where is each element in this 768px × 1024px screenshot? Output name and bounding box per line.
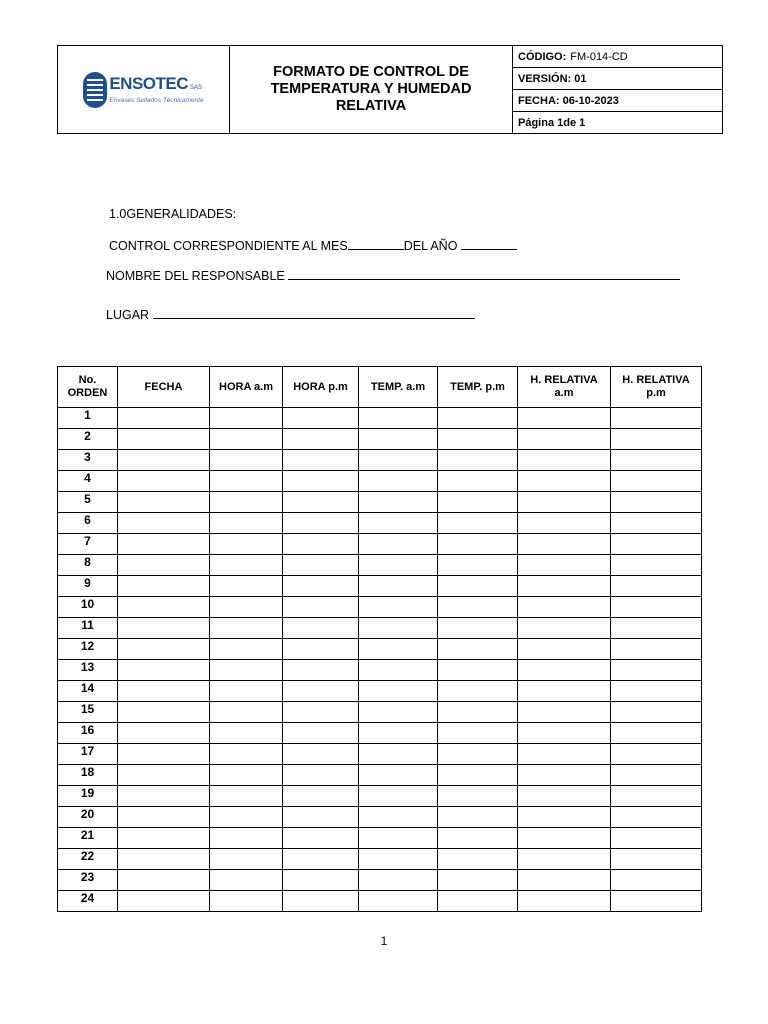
table-cell[interactable] xyxy=(518,870,611,891)
table-cell[interactable] xyxy=(118,870,210,891)
table-cell[interactable] xyxy=(359,660,438,681)
table-row xyxy=(58,618,702,639)
table-cell[interactable] xyxy=(210,471,283,492)
table-cell[interactable] xyxy=(118,450,210,471)
table-cell[interactable] xyxy=(611,891,702,912)
table-cell[interactable] xyxy=(118,639,210,660)
table-row xyxy=(58,723,702,744)
document-header xyxy=(57,45,723,134)
table-cell[interactable] xyxy=(518,786,611,807)
row-number: 3 xyxy=(58,450,118,471)
table-cell[interactable] xyxy=(438,870,518,891)
table-cell[interactable] xyxy=(359,534,438,555)
table-cell[interactable] xyxy=(438,639,518,660)
table-cell[interactable] xyxy=(518,639,611,660)
table-cell[interactable] xyxy=(611,870,702,891)
row-number: 5 xyxy=(58,492,118,513)
column-header: HORA p.m xyxy=(283,367,359,408)
row-number: 12 xyxy=(58,639,118,660)
table-cell[interactable] xyxy=(518,828,611,849)
table-cell[interactable] xyxy=(611,471,702,492)
table-cell[interactable] xyxy=(283,492,359,513)
table-cell[interactable] xyxy=(518,492,611,513)
table-cell[interactable] xyxy=(611,408,702,429)
table-row xyxy=(58,765,702,786)
table-cell[interactable] xyxy=(518,807,611,828)
column-header: H. RELATIVA a.m xyxy=(518,367,611,408)
row-number: 10 xyxy=(58,597,118,618)
table-cell[interactable] xyxy=(283,534,359,555)
table-cell[interactable] xyxy=(210,513,283,534)
table-cell[interactable] xyxy=(283,786,359,807)
table-cell[interactable] xyxy=(118,555,210,576)
column-header: TEMP. p.m xyxy=(438,367,518,408)
table-cell[interactable] xyxy=(438,744,518,765)
column-header: HORA a.m xyxy=(210,367,283,408)
table-cell[interactable] xyxy=(118,828,210,849)
table-cell[interactable] xyxy=(118,618,210,639)
table-cell[interactable] xyxy=(611,849,702,870)
table-row xyxy=(58,702,702,723)
table-cell[interactable] xyxy=(438,555,518,576)
table-cell[interactable] xyxy=(118,849,210,870)
table-row xyxy=(58,471,702,492)
table-cell[interactable] xyxy=(611,618,702,639)
row-number: 18 xyxy=(58,765,118,786)
company-logo xyxy=(83,72,203,108)
row-number: 4 xyxy=(58,471,118,492)
table-cell[interactable] xyxy=(438,408,518,429)
table-cell[interactable] xyxy=(438,576,518,597)
table-row xyxy=(58,744,702,765)
table-cell[interactable] xyxy=(518,408,611,429)
table-cell[interactable] xyxy=(118,660,210,681)
table-row xyxy=(58,681,702,702)
table-cell[interactable] xyxy=(118,702,210,723)
table-cell[interactable] xyxy=(438,429,518,450)
place-blank[interactable] xyxy=(153,306,475,319)
table-cell[interactable] xyxy=(438,597,518,618)
table-cell[interactable] xyxy=(210,828,283,849)
table-cell[interactable] xyxy=(611,828,702,849)
table-cell[interactable] xyxy=(283,576,359,597)
table-row xyxy=(58,807,702,828)
column-header: FECHA xyxy=(118,367,210,408)
row-number: 2 xyxy=(58,429,118,450)
table-cell[interactable] xyxy=(611,786,702,807)
table-cell[interactable] xyxy=(210,660,283,681)
document-meta xyxy=(513,46,722,133)
table-cell[interactable] xyxy=(118,786,210,807)
table-cell[interactable] xyxy=(611,681,702,702)
table-cell[interactable] xyxy=(359,828,438,849)
table-cell[interactable] xyxy=(210,597,283,618)
table-cell[interactable] xyxy=(283,702,359,723)
meta-date: FECHA: 06-10-2023 xyxy=(513,90,722,112)
table-cell[interactable] xyxy=(118,744,210,765)
table-cell[interactable] xyxy=(518,765,611,786)
table-cell[interactable] xyxy=(438,534,518,555)
table-cell[interactable] xyxy=(210,555,283,576)
table-cell[interactable] xyxy=(438,492,518,513)
responsible-line xyxy=(106,267,680,283)
table-cell[interactable] xyxy=(359,513,438,534)
row-number: 17 xyxy=(58,744,118,765)
table-cell[interactable] xyxy=(283,555,359,576)
logo-cell xyxy=(58,46,230,133)
table-cell[interactable] xyxy=(359,555,438,576)
table-cell[interactable] xyxy=(210,807,283,828)
table-cell[interactable] xyxy=(210,618,283,639)
table-cell[interactable] xyxy=(118,513,210,534)
table-cell[interactable] xyxy=(359,681,438,702)
table-cell[interactable] xyxy=(359,849,438,870)
table-header-row xyxy=(58,367,702,408)
table-cell[interactable] xyxy=(611,723,702,744)
table-cell[interactable] xyxy=(210,870,283,891)
table-cell[interactable] xyxy=(283,891,359,912)
table-cell[interactable] xyxy=(359,807,438,828)
table-cell[interactable] xyxy=(359,471,438,492)
table-cell[interactable] xyxy=(611,534,702,555)
table-row xyxy=(58,870,702,891)
table-row xyxy=(58,513,702,534)
table-cell[interactable] xyxy=(118,429,210,450)
table-cell[interactable] xyxy=(283,681,359,702)
table-cell[interactable] xyxy=(283,639,359,660)
table-row xyxy=(58,891,702,912)
row-number: 6 xyxy=(58,513,118,534)
row-number: 7 xyxy=(58,534,118,555)
table-cell[interactable] xyxy=(518,534,611,555)
table-cell[interactable] xyxy=(518,471,611,492)
table-cell[interactable] xyxy=(210,639,283,660)
table-cell[interactable] xyxy=(359,576,438,597)
table-cell[interactable] xyxy=(438,660,518,681)
table-cell[interactable] xyxy=(611,555,702,576)
table-cell[interactable] xyxy=(438,702,518,723)
page-number: 1 xyxy=(380,934,388,948)
responsible-label: NOMBRE DEL RESPONSABLE xyxy=(106,269,285,283)
row-number: 20 xyxy=(58,807,118,828)
table-row xyxy=(58,450,702,471)
table-cell[interactable] xyxy=(438,786,518,807)
table-cell[interactable] xyxy=(210,744,283,765)
table-cell[interactable] xyxy=(438,471,518,492)
table-cell[interactable] xyxy=(359,870,438,891)
table-cell[interactable] xyxy=(518,576,611,597)
row-number: 11 xyxy=(58,618,118,639)
table-cell[interactable] xyxy=(283,450,359,471)
place-label: LUGAR xyxy=(106,308,150,322)
row-number: 21 xyxy=(58,828,118,849)
year-blank[interactable] xyxy=(461,237,517,250)
table-cell[interactable] xyxy=(210,408,283,429)
table-row xyxy=(58,849,702,870)
table-row xyxy=(58,597,702,618)
table-row xyxy=(58,828,702,849)
row-number: 15 xyxy=(58,702,118,723)
month-blank[interactable] xyxy=(348,237,404,250)
table-cell[interactable] xyxy=(518,450,611,471)
table-cell[interactable] xyxy=(438,828,518,849)
table-cell[interactable] xyxy=(210,723,283,744)
table-cell[interactable] xyxy=(283,660,359,681)
table-cell[interactable] xyxy=(283,765,359,786)
table-cell[interactable] xyxy=(283,471,359,492)
table-cell[interactable] xyxy=(611,576,702,597)
table-cell[interactable] xyxy=(359,786,438,807)
month-year-line xyxy=(109,237,517,253)
table-cell[interactable] xyxy=(611,429,702,450)
table-cell[interactable] xyxy=(118,492,210,513)
table-cell[interactable] xyxy=(359,744,438,765)
table-cell[interactable] xyxy=(359,450,438,471)
column-header: H. RELATIVA p.m xyxy=(611,367,702,408)
table-row xyxy=(58,429,702,450)
responsible-blank[interactable] xyxy=(288,267,680,280)
table-cell[interactable] xyxy=(210,576,283,597)
table-row xyxy=(58,555,702,576)
row-number: 14 xyxy=(58,681,118,702)
table-row xyxy=(58,786,702,807)
table-cell[interactable] xyxy=(359,723,438,744)
table-cell[interactable] xyxy=(518,744,611,765)
table-cell[interactable] xyxy=(438,723,518,744)
column-header: No. ORDEN xyxy=(58,367,118,408)
table-cell[interactable] xyxy=(359,639,438,660)
table-cell[interactable] xyxy=(359,702,438,723)
table-cell[interactable] xyxy=(118,597,210,618)
table-cell[interactable] xyxy=(210,429,283,450)
table-cell[interactable] xyxy=(283,723,359,744)
table-cell[interactable] xyxy=(438,849,518,870)
logo-tagline: Envases Sellados Técnicamente xyxy=(109,96,204,104)
table-cell[interactable] xyxy=(283,744,359,765)
table-cell[interactable] xyxy=(611,492,702,513)
table-cell[interactable] xyxy=(518,723,611,744)
table-row xyxy=(58,534,702,555)
table-cell[interactable] xyxy=(611,660,702,681)
table-row xyxy=(58,660,702,681)
row-number: 22 xyxy=(58,849,118,870)
table-cell[interactable] xyxy=(611,513,702,534)
table-cell[interactable] xyxy=(518,702,611,723)
row-number: 23 xyxy=(58,870,118,891)
row-number: 19 xyxy=(58,786,118,807)
meta-version: VERSIÓN: 01 xyxy=(513,68,722,90)
row-number: 16 xyxy=(58,723,118,744)
table-row xyxy=(58,408,702,429)
table-cell[interactable] xyxy=(518,429,611,450)
table-cell[interactable] xyxy=(283,513,359,534)
table-cell[interactable] xyxy=(438,450,518,471)
table-cell[interactable] xyxy=(438,765,518,786)
table-cell[interactable] xyxy=(518,660,611,681)
table-cell[interactable] xyxy=(359,492,438,513)
table-cell[interactable] xyxy=(518,681,611,702)
table-cell[interactable] xyxy=(518,849,611,870)
table-cell[interactable] xyxy=(283,429,359,450)
row-number: 8 xyxy=(58,555,118,576)
column-header: TEMP. a.m xyxy=(359,367,438,408)
table-row xyxy=(58,639,702,660)
table-cell[interactable] xyxy=(283,849,359,870)
table-cell[interactable] xyxy=(210,849,283,870)
table-cell[interactable] xyxy=(283,870,359,891)
table-cell[interactable] xyxy=(283,618,359,639)
table-cell[interactable] xyxy=(210,765,283,786)
table-cell[interactable] xyxy=(518,597,611,618)
table-cell[interactable] xyxy=(118,681,210,702)
document-title-cell xyxy=(230,46,513,133)
table-row xyxy=(58,576,702,597)
table-cell[interactable] xyxy=(611,744,702,765)
table-cell[interactable] xyxy=(611,450,702,471)
table-cell[interactable] xyxy=(283,408,359,429)
table-cell[interactable] xyxy=(118,471,210,492)
meta-page: Página 1de 1 xyxy=(518,116,586,129)
logo-name: ENSOTEC SAS xyxy=(109,73,203,93)
document-title: FORMATO DE CONTROL DE TEMPERATURA Y HUMEDAD RELATIVA xyxy=(270,64,472,114)
table-cell[interactable] xyxy=(210,534,283,555)
table-cell[interactable] xyxy=(210,786,283,807)
table-cell[interactable] xyxy=(611,597,702,618)
table-cell[interactable] xyxy=(611,765,702,786)
table-cell[interactable] xyxy=(118,534,210,555)
table-cell[interactable] xyxy=(611,702,702,723)
table-cell[interactable] xyxy=(438,513,518,534)
table-cell[interactable] xyxy=(210,450,283,471)
table-cell[interactable] xyxy=(283,807,359,828)
control-table xyxy=(57,366,702,912)
table-cell[interactable] xyxy=(118,807,210,828)
globe-icon xyxy=(83,72,107,108)
table-cell[interactable] xyxy=(518,513,611,534)
table-cell[interactable] xyxy=(118,765,210,786)
table-cell[interactable] xyxy=(283,597,359,618)
table-cell[interactable] xyxy=(359,429,438,450)
table-cell[interactable] xyxy=(359,597,438,618)
table-cell[interactable] xyxy=(518,555,611,576)
table-cell[interactable] xyxy=(438,681,518,702)
table-cell[interactable] xyxy=(210,681,283,702)
table-cell[interactable] xyxy=(210,702,283,723)
month-label: CONTROL CORRESPONDIENTE AL MES xyxy=(109,239,348,253)
table-cell[interactable] xyxy=(210,891,283,912)
row-number: 9 xyxy=(58,576,118,597)
row-number: 24 xyxy=(58,891,118,912)
table-cell[interactable] xyxy=(518,618,611,639)
row-number: 13 xyxy=(58,660,118,681)
table-cell[interactable] xyxy=(118,408,210,429)
section-heading: 1.0GENERALIDADES: xyxy=(109,207,237,221)
year-label: DEL AÑO xyxy=(403,239,458,253)
table-cell[interactable] xyxy=(118,891,210,912)
table-cell[interactable] xyxy=(359,408,438,429)
table-cell[interactable] xyxy=(438,807,518,828)
table-cell[interactable] xyxy=(283,828,359,849)
table-cell[interactable] xyxy=(438,618,518,639)
table-cell[interactable] xyxy=(438,891,518,912)
table-cell[interactable] xyxy=(118,723,210,744)
table-row xyxy=(58,492,702,513)
place-line xyxy=(106,306,475,322)
table-cell[interactable] xyxy=(611,807,702,828)
table-cell[interactable] xyxy=(359,765,438,786)
table-cell[interactable] xyxy=(210,492,283,513)
row-number: 1 xyxy=(58,408,118,429)
table-cell[interactable] xyxy=(359,891,438,912)
table-cell[interactable] xyxy=(359,618,438,639)
table-cell[interactable] xyxy=(518,891,611,912)
table-cell[interactable] xyxy=(118,576,210,597)
meta-code: CÓDIGO: FM-014-CD xyxy=(513,46,722,68)
table-cell[interactable] xyxy=(611,639,702,660)
